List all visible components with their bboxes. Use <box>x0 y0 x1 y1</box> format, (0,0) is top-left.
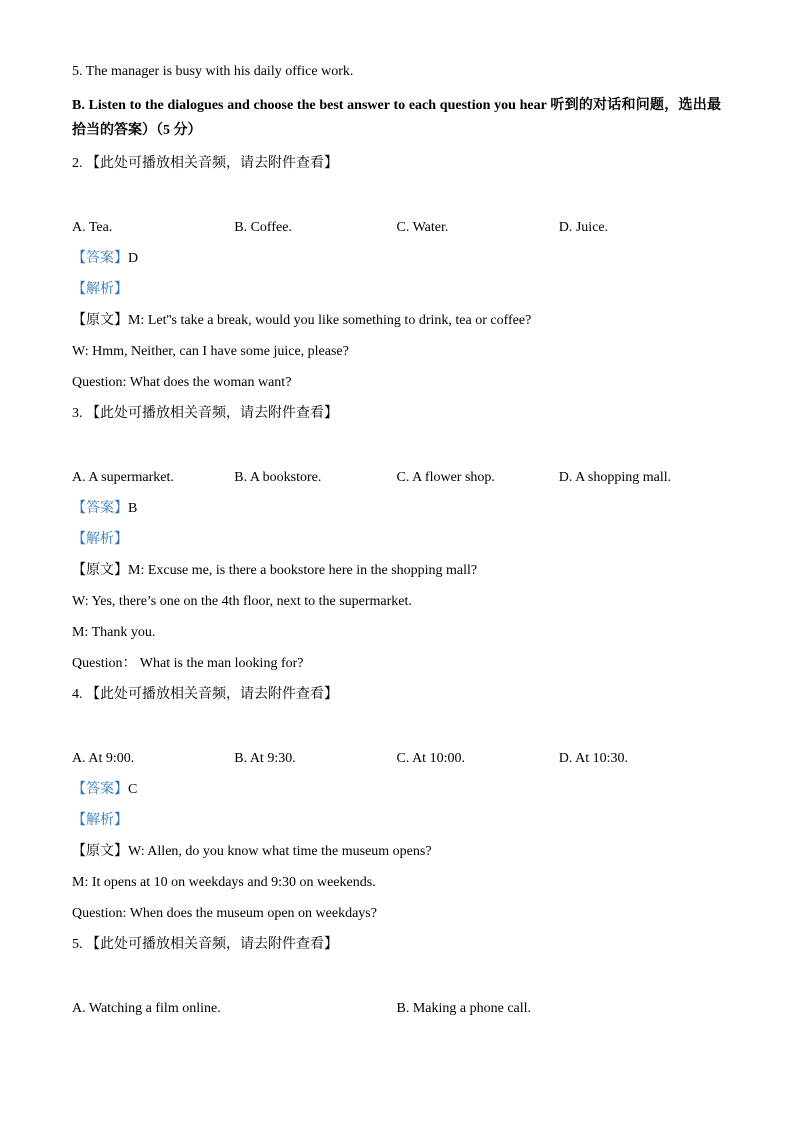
options-row <box>72 218 721 238</box>
transcript-line: Question： What is the man looking for? <box>72 656 304 671</box>
answer-line <box>72 780 721 800</box>
question-block <box>72 685 721 924</box>
question-block <box>72 404 721 674</box>
answer-value: D <box>128 251 139 266</box>
option-a: A. A supermarket. <box>72 470 174 485</box>
transcript-line: 【原文】W: Allen, do you know what time the museum opens? <box>72 844 432 859</box>
option-d: D. At 10:30. <box>558 751 628 766</box>
transcript-line: W: Yes, there’s one on the 4th floor, next to the supermarket. <box>72 594 412 609</box>
transcript-line: Question: When does the museum open on weekdays? <box>72 906 377 921</box>
option-d: D. Juice. <box>558 220 609 235</box>
option-b: B. A bookstore. <box>234 470 322 485</box>
option-a: A. At 9:00. <box>72 751 135 766</box>
section-heading: B. Listen to the dialogues and choose the best answer to each question you hear 听到的对话和问题，选出最拾当的答案）（5 分） <box>72 98 721 138</box>
transcript-line: W: Hmm, Neither, can I have some juice, please? <box>72 344 349 359</box>
question-header: 2. 【此处可播放相关音频，请去附件查看】 <box>72 156 338 171</box>
option-b: B. Making a phone call. <box>396 1001 532 1016</box>
question-block <box>72 154 721 393</box>
option-a: A. Watching a film online. <box>72 1001 221 1016</box>
answer-line <box>72 499 721 519</box>
answer-label: 【答案】 <box>72 501 128 516</box>
option-b: B. Coffee. <box>234 220 292 235</box>
analysis-line <box>72 280 721 300</box>
answer-label: 【答案】 <box>72 782 128 797</box>
analysis-line <box>72 811 721 831</box>
transcript-line: 【原文】M: Excuse me, is there a bookstore here in the shopping mall? <box>72 563 478 578</box>
answer-value: B <box>128 501 138 516</box>
option-c: C. A flower shop. <box>396 470 495 485</box>
question-header: 5. 【此处可播放相关音频，请去附件查看】 <box>72 937 338 952</box>
transcript-line: 【原文】M: Let''s take a break, would you like something to drink, tea or coffee? <box>72 313 532 328</box>
answer-value: C <box>128 782 138 797</box>
option-d: D. A shopping mall. <box>558 470 672 485</box>
answer-label: 【答案】 <box>72 251 128 266</box>
transcript-line: M: It opens at 10 on weekdays and 9:30 on weekends. <box>72 875 376 890</box>
analysis-label: 【解析】 <box>72 282 128 297</box>
question-block <box>72 935 721 1019</box>
option-c: C. Water. <box>396 220 449 235</box>
option-b: B. At 9:30. <box>234 751 296 766</box>
transcript-line: Question: What does the woman want? <box>72 375 292 390</box>
question-header: 3. 【此处可播放相关音频，请去附件查看】 <box>72 406 338 421</box>
statement-line: 5. The manager is busy with his daily office work. <box>72 64 354 79</box>
options-row <box>72 468 721 488</box>
analysis-line <box>72 530 721 550</box>
options-row <box>72 749 721 769</box>
analysis-label: 【解析】 <box>72 532 128 547</box>
option-c: C. At 10:00. <box>396 751 465 766</box>
question-header: 4. 【此处可播放相关音频，请去附件查看】 <box>72 687 338 702</box>
transcript-line: M: Thank you. <box>72 625 156 640</box>
options-row <box>72 999 721 1019</box>
answer-line <box>72 249 721 269</box>
analysis-label: 【解析】 <box>72 813 128 828</box>
option-a: A. Tea. <box>72 220 113 235</box>
